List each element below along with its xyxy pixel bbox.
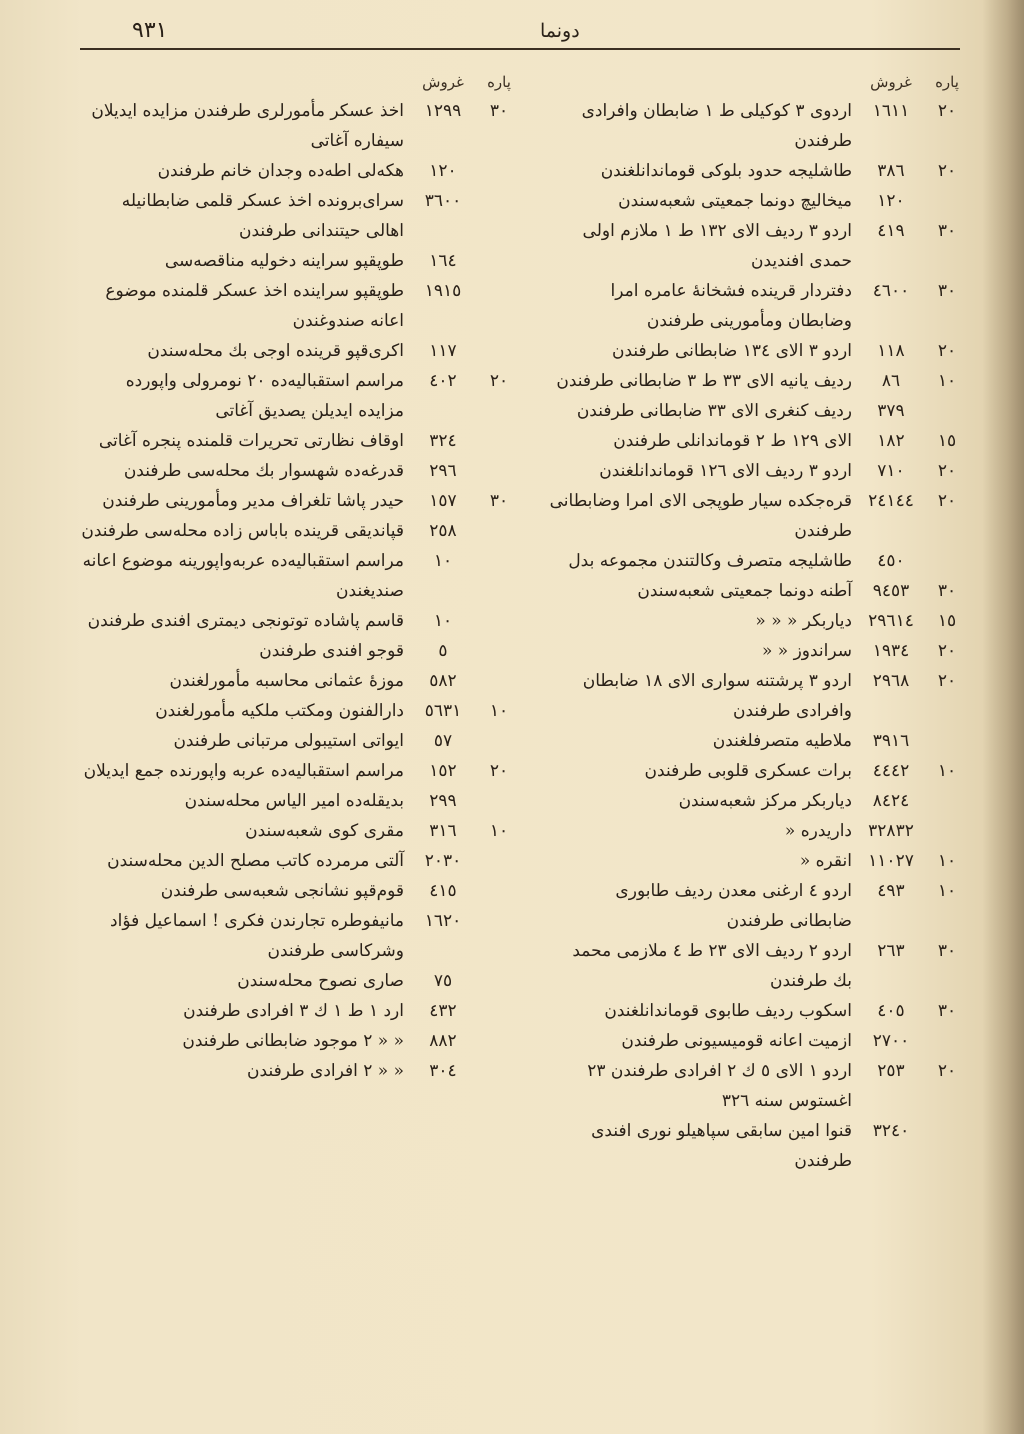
entry-description: برات عسکری قلوبی طرفندن [644, 761, 852, 781]
donation-entry [548, 396, 968, 426]
donation-entry [80, 456, 520, 486]
kurus-amount: ١٥٢ [429, 761, 457, 781]
entry-description: دفتردار قرینده فشخانهٔ عامره امرا وضابطان ومأمورینی طرفندن [610, 281, 852, 331]
donation-entry [548, 786, 968, 816]
kurus-amount: ٨٤٢٤ [872, 791, 910, 811]
entry-description: اردو ۳ پرشتنه سواری الای ۱۸ ضابطان وافرادی طرفندن [582, 671, 852, 721]
kurus-amount: ٥٧ [433, 731, 453, 751]
kurus-amount: ٢٧٠٠ [872, 1031, 910, 1051]
kurus-amount: ٧٥ [433, 971, 453, 991]
donation-entry [80, 846, 520, 876]
kurus-amount: ١٩٣٤ [872, 641, 910, 661]
donation-entry [548, 366, 968, 396]
para-amount: ٢٠ [937, 671, 957, 691]
kurus-amount: ٣٠٤ [429, 1061, 457, 1081]
donation-entry [548, 1026, 968, 1056]
donation-entry [548, 216, 968, 276]
entry-description: ملاطیه متصرفلغندن [712, 731, 852, 751]
entry-description: طاشلیجه متصرف وکالتندن مجموعه بدل [568, 551, 852, 571]
kurus-amount: ٤٦٠٠ [872, 281, 910, 301]
left-entry-list [80, 96, 520, 1086]
entry-description: قوجو افندی طرفندن [259, 641, 404, 661]
entry-description: طاشلیجه حدود بلوکی قوماندانلغندن [600, 161, 852, 181]
donation-entry [80, 96, 520, 156]
kurus-amount: ٢٩٦٨ [872, 671, 910, 691]
entry-description: حیدر پاشا تلغراف مدیر ومأمورینی طرفندن [102, 491, 404, 511]
kurus-amount: ٣٩١٦ [872, 731, 910, 751]
kurus-amount: ١١٠٢٧ [868, 851, 914, 871]
kurus-amount: ٢٩٦١٤ [868, 611, 914, 631]
para-column-label: پاره [487, 73, 511, 91]
entry-description: مراسم استقبالیه‌ده ۲۰ نومرولی واپورده مزایده ایدیلن یصدیق آغاتی [125, 371, 404, 421]
donation-entry [80, 756, 520, 786]
donation-entry [548, 456, 968, 486]
donation-entry [80, 486, 520, 516]
entry-description: « « ۲ موجود ضابطانی طرفندن [182, 1031, 404, 1051]
donation-entry [80, 876, 520, 906]
entry-description: « « ۲ افرادی طرفندن [247, 1061, 404, 1081]
kurus-amount: ٣٢٤٠ [872, 1121, 910, 1141]
kurus-amount: ٤١٩ [877, 221, 905, 241]
kurus-amount: ١١٧ [429, 341, 457, 361]
donation-entry [548, 666, 968, 726]
entry-description: مانیفوطره تجارندن فکری ! اسماعیل فؤاد وشرکاسی طرفندن [110, 911, 404, 961]
donation-entry [80, 726, 520, 756]
kurus-amount: ١٦١١ [872, 101, 910, 121]
kurus-column-label: غروش [422, 73, 464, 91]
running-title: دونما [540, 20, 580, 42]
entry-description: اردو ۳ الای ۱۳٤ ضابطانی طرفندن [612, 341, 852, 361]
entry-description: اردو ۳ ردیف الای ۱۳۲ ط ۱ ملازم اولی حمدی افندیدن [582, 221, 852, 271]
entry-description: قپاندیقی قرینده باباس زاده محله‌سی طرفندن [81, 521, 404, 541]
donation-entry [80, 696, 520, 726]
header-rule [80, 48, 960, 50]
kurus-amount: ٣٦٠٠ [424, 191, 462, 211]
entry-description: آلتی مرمرده کاتب مصلح الدین محله‌سندن [107, 851, 404, 871]
donation-entry [80, 366, 520, 426]
donation-entry [548, 636, 968, 666]
donation-entry [548, 156, 968, 186]
kurus-amount: ١٥٧ [429, 491, 457, 511]
kurus-amount: ٤٠٢ [429, 371, 457, 391]
kurus-amount: ٣٨٦ [877, 161, 905, 181]
donation-entry [80, 276, 520, 336]
entry-description: ردیف کنغری الای ۳۳ ضابطانی طرفندن [576, 401, 852, 421]
donation-entry [548, 96, 968, 156]
kurus-amount: ٢٠٣٠ [424, 851, 462, 871]
donation-entry [548, 726, 968, 756]
entry-description: اکری‌قپو قرینده اوجی بك محله‌سندن [147, 341, 404, 361]
donation-entry [80, 426, 520, 456]
kurus-amount: ٥٨٢ [429, 671, 457, 691]
para-amount: ١٥ [937, 431, 957, 451]
kurus-amount: ٤٠٥ [877, 1001, 905, 1021]
left-column [80, 68, 520, 1086]
para-amount: ٢٠ [937, 461, 957, 481]
donation-entry [80, 816, 520, 846]
donation-entry [80, 606, 520, 636]
kurus-amount: ٨٨٢ [429, 1031, 457, 1051]
donation-entry [80, 186, 520, 246]
entry-description: طوپقپو سراینه دخولیه مناقصه‌سی [164, 251, 404, 271]
kurus-amount: ١٢٠ [877, 191, 905, 211]
para-amount: ٣٠ [489, 491, 509, 511]
kurus-column-label: غروش [870, 73, 912, 91]
donation-entry [80, 906, 520, 966]
entry-description: اردو ۱ الای ٥ ك ۲ افرادی طرفندن ۲۳ اغستوس سنه ۳۲٦ [587, 1061, 852, 1111]
para-amount: ١٠ [937, 371, 957, 391]
kurus-amount: ٢٥٣ [877, 1061, 905, 1081]
entry-description: دیاربکر « « « [755, 611, 852, 631]
entry-description: ارد ۱ ط ۱ ك ۳ افرادی طرفندن [183, 1001, 404, 1021]
entry-description: قره‌جکده سیار طوپجی الای امرا وضابطانی طرفندن [549, 491, 852, 541]
kurus-amount: ١٢٠ [429, 161, 457, 181]
para-amount: ٢٠ [937, 341, 957, 361]
para-amount: ٣٠ [937, 281, 957, 301]
kurus-amount: ٣١٦ [429, 821, 457, 841]
entry-description: اخذ عسکر مأمورلری طرفندن مزایده ایدیلان سیفاره آغاتی [91, 101, 404, 151]
kurus-amount: ٥ [438, 641, 448, 661]
donation-entry [80, 156, 520, 186]
kurus-amount: ٢٥٨ [429, 521, 457, 541]
para-amount: ١٠ [489, 821, 509, 841]
entry-description: اردوی ۳ کوکیلی ط ۱ ضابطان وافرادی طرفندن [581, 101, 852, 151]
para-amount: ١٠ [937, 881, 957, 901]
para-amount: ٣٠ [489, 101, 509, 121]
entry-description: بدیقله‌ده امیر الیاس محله‌سندن [184, 791, 404, 811]
entry-description: قدرغه‌ده شهسوار بك محله‌سی طرفندن [123, 461, 404, 481]
para-amount: ١٠ [489, 701, 509, 721]
kurus-amount: ٢٩٩ [429, 791, 457, 811]
entry-description: ازمیت اعانه قومیسیونی طرفندن [621, 1031, 852, 1051]
donation-entry [80, 636, 520, 666]
right-entry-list [548, 96, 968, 1176]
donation-entry [80, 516, 520, 546]
entry-description: قاسم پاشاده توتونجی دیمتری افندی طرفندن [87, 611, 404, 631]
kurus-amount: ٢٩٦ [429, 461, 457, 481]
para-amount: ٣٠ [937, 1001, 957, 1021]
kurus-amount: ٤٤٤٢ [872, 761, 910, 781]
kurus-amount: ٧١٠ [877, 461, 905, 481]
para-amount: ٣٠ [937, 221, 957, 241]
para-amount: ٢٠ [937, 491, 957, 511]
para-amount: ٣٠ [937, 581, 957, 601]
entry-description: سراندوز « « [761, 641, 852, 661]
kurus-amount: ١٠ [433, 611, 453, 631]
entry-description: مقری کوی شعبه‌سندن [245, 821, 404, 841]
kurus-amount: ٨٦ [881, 371, 901, 391]
donation-entry [548, 1056, 968, 1116]
kurus-amount: ٤٩٣ [877, 881, 905, 901]
entry-description: طوپقپو سراینده اخذ عسکر قلمنده موضوع اعانه صندوغندن [105, 281, 404, 331]
entry-description: ایواتی استیبولی مرتبانی طرفندن [173, 731, 404, 751]
page-spine-shadow [982, 0, 1024, 1434]
para-amount: ٢٠ [489, 371, 509, 391]
para-amount: ١٠ [937, 761, 957, 781]
donation-entry [548, 996, 968, 1026]
entry-description: اردو ٤ ارغنی معدن ردیف طابوری ضابطانی طرفندن [615, 881, 852, 931]
para-amount: ٢٠ [937, 101, 957, 121]
donation-entry [80, 246, 520, 276]
kurus-amount: ٥٦٣١ [424, 701, 462, 721]
kurus-amount: ٢٦٣ [877, 941, 905, 961]
entry-description: موزهٔ عثمانی محاسبه مأمورلغندن [169, 671, 404, 691]
entry-description: مراسم استقبالیه‌ده عربه‌واپورینه موضوع اعانه صندیغندن [82, 551, 404, 601]
donation-entry [80, 336, 520, 366]
entry-description: میخالیچ دونما جمعیتی شعبه‌سندن [618, 191, 852, 211]
para-amount: ١٠ [937, 851, 957, 871]
entry-description: قوم‌قپو نشانجی شعبه‌سی طرفندن [160, 881, 404, 901]
para-amount: ٢٠ [489, 761, 509, 781]
donation-entry [548, 546, 968, 576]
kurus-amount: ١٦٤ [429, 251, 457, 271]
donation-entry [80, 966, 520, 996]
donation-entry [548, 426, 968, 456]
entry-description: دیاربکر مرکز شعبه‌سندن [678, 791, 852, 811]
donation-entry [548, 816, 968, 846]
entry-description: اردو ۲ ردیف الای ۲۳ ط ٤ ملازمی محمد بك طرفندن [572, 941, 852, 991]
kurus-amount: ١٦٢٠ [424, 911, 462, 931]
kurus-amount: ٤١٥ [429, 881, 457, 901]
donation-entry [548, 756, 968, 786]
donation-entry [80, 1056, 520, 1086]
donation-entry [548, 486, 968, 546]
para-amount: ٢٠ [937, 641, 957, 661]
donation-entry [548, 576, 968, 606]
donation-entry [548, 846, 968, 876]
donation-entry [80, 996, 520, 1026]
kurus-amount: ١١٨ [877, 341, 905, 361]
right-column-header [548, 68, 968, 96]
right-column [548, 68, 968, 1176]
kurus-amount: ٢٤١٤٤ [868, 491, 914, 511]
left-column-header [80, 68, 520, 96]
kurus-amount: ١٠ [433, 551, 453, 571]
kurus-amount: ٣٢٨٣٢ [868, 821, 914, 841]
entry-description: صاری نصوح محله‌سندن [237, 971, 404, 991]
donation-entry [548, 876, 968, 936]
donation-entry [548, 276, 968, 336]
para-amount: ١٥ [937, 611, 957, 631]
entry-description: داریدره « [784, 821, 852, 841]
kurus-amount: ١٨٢ [877, 431, 905, 451]
donation-entry [80, 1026, 520, 1056]
kurus-amount: ١٩١٥ [424, 281, 462, 301]
entry-description: سرای‌برونده اخذ عسکر قلمی ضابطانیله اهالی حیتندانی طرفندن [121, 191, 404, 241]
donation-entry [548, 336, 968, 366]
entry-description: مراسم استقبالیه‌ده عربه واپورنده جمع ایدیلان [83, 761, 404, 781]
entry-description: الای ۱۲۹ ط ۲ قوماندانلی طرفندن [613, 431, 852, 451]
para-amount: ٢٠ [937, 161, 957, 181]
para-amount: ٣٠ [937, 941, 957, 961]
kurus-amount: ١٢٩٩ [424, 101, 462, 121]
entry-description: اردو ۳ ردیف الای ۱۲٦ قوماندانلغندن [599, 461, 852, 481]
donation-entry [548, 1116, 968, 1176]
donation-entry [80, 546, 520, 606]
entry-description: اوقاف نظارتی تحریرات قلمنده پنجره آغاتی [98, 431, 404, 451]
entry-description: قنوا امین سابقی سپاهیلو نوری افندی طرفندن [591, 1121, 852, 1171]
para-amount: ٢٠ [937, 1061, 957, 1081]
kurus-amount: ٩٤٥٣ [872, 581, 910, 601]
entry-description: اسکوب ردیف طابوی قوماندانلغندن [604, 1001, 852, 1021]
donation-entry [548, 606, 968, 636]
page-header [60, 14, 960, 50]
kurus-amount: ٣٧٩ [877, 401, 905, 421]
donation-entry [548, 936, 968, 996]
page-number: ٩٣١ [132, 18, 168, 43]
kurus-amount: ٣٢٤ [429, 431, 457, 451]
entry-description: انقره « [799, 851, 852, 871]
entry-description: هکه‌لی اطه‌ده وجدان خانم طرفندن [157, 161, 404, 181]
donation-entry [80, 786, 520, 816]
donation-entry [548, 186, 968, 216]
entry-description: ردیف یانیه الای ۳۳ ط ۳ ضابطانی طرفندن [556, 371, 852, 391]
kurus-amount: ٤٥٠ [877, 551, 905, 571]
para-column-label: پاره [935, 73, 959, 91]
entry-description: دارالفنون ومکتب ملکیه مأمورلغندن [155, 701, 404, 721]
entry-description: آطنه دونما جمعیتی شعبه‌سندن [637, 581, 852, 601]
kurus-amount: ٤٣٢ [429, 1001, 457, 1021]
donation-entry [80, 666, 520, 696]
